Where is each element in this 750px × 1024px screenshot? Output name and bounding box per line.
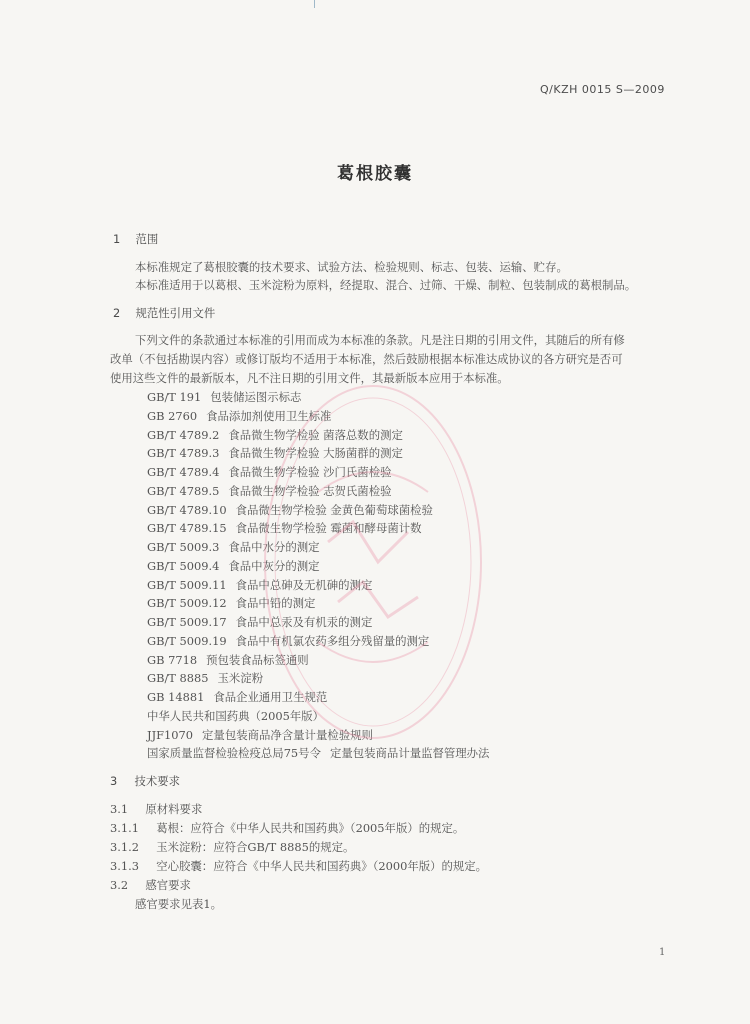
reference-item [147, 390, 301, 405]
references-intro-line-3: 使用这些文件的最新版本，凡不注日期的引用文件，其最新版本应用于本标准。 [110, 371, 509, 385]
clause-3-1-2 [110, 840, 354, 855]
page-number: 1 [659, 947, 666, 958]
reference-code: GB/T 4789.5 [147, 483, 220, 498]
scope-paragraph-1: 本标准规定了葛根胶囊的技术要求、试验方法、检验规则、标志、包装、运输、贮存。 [135, 260, 568, 274]
reference-item [147, 578, 372, 593]
reference-item [147, 615, 372, 630]
reference-code: GB/T 5009.19 [147, 633, 227, 648]
clause-number: 3.2 [110, 878, 129, 892]
reference-code: GB/T 4789.2 [147, 427, 220, 442]
section-1-heading [113, 232, 158, 247]
reference-title: 食品中总汞及有机汞的测定 [235, 615, 373, 629]
clause-3-2-text: 感官要求见表1。 [135, 897, 222, 911]
clause-number: 3.1 [110, 802, 129, 816]
reference-title: 食品中总砷及无机砷的测定 [235, 577, 373, 592]
clause-text: 感官要求 [145, 878, 191, 892]
clause-text: 原材料要求 [145, 802, 203, 816]
reference-code: GB/T 5009.11 [147, 577, 227, 592]
clause-number: 3.1.2 [110, 840, 139, 854]
clause-text: 玉米淀粉：应符合GB/T 8885的规定。 [156, 840, 355, 854]
clause-text: 葛根：应符合《中华人民共和国药典》（2005年版）的规定。 [156, 821, 465, 835]
reference-code: JJF1070 [147, 727, 194, 742]
reference-item [147, 484, 391, 499]
reference-item [147, 446, 403, 461]
clause-number: 3.1.3 [110, 859, 139, 873]
reference-code: GB/T 5009.12 [147, 596, 227, 611]
reference-item [147, 728, 373, 743]
reference-title: 定量包装商品净含量计量检验规则 [202, 727, 373, 742]
clause-3-1-3 [110, 859, 487, 874]
reference-title: 食品微生物学检验 霉菌和酵母菌计数 [235, 521, 422, 536]
section-2-heading [113, 306, 215, 321]
reference-code: GB/T 8885 [147, 671, 209, 686]
reference-code: GB/T 191 [147, 390, 202, 404]
reference-title: 食品微生物学检验 志贺氏菌检验 [228, 483, 392, 498]
reference-item [147, 503, 433, 518]
reference-item [147, 671, 263, 686]
section-number: 2 [113, 306, 121, 320]
reference-title: 食品微生物学检验 金黄色葡萄球菌检验 [235, 502, 433, 517]
reference-title: 食品微生物学检验 大肠菌群的测定 [228, 446, 403, 461]
reference-title: 食品中有机氯农药多组分残留量的测定 [235, 633, 430, 648]
reference-code: GB 14881 [147, 690, 205, 704]
reference-item [147, 559, 320, 574]
references-intro-line-2: 改单（不包括勘误内容）或修订版均不适用于本标准，然后鼓励根据本标准达成协议的各方研究是否可 [110, 352, 623, 366]
section-number: 1 [113, 232, 121, 246]
reference-item [147, 653, 309, 668]
reference-title: 包装储运图示标志 [210, 390, 302, 404]
section-3-heading [110, 774, 180, 789]
reference-title: 食品中水分的测定 [228, 540, 320, 554]
reference-title: 中华人民共和国药典（2005年版） [147, 708, 325, 723]
reference-code: 国家质量监督检验检疫总局75号令 [147, 746, 321, 761]
section-title: 范围 [135, 232, 159, 246]
reference-item [147, 521, 422, 536]
section-title: 规范性引用文件 [135, 306, 216, 320]
clause-3-2 [110, 878, 191, 893]
reference-title: 食品微生物学检验 沙门氏菌检验 [228, 465, 392, 479]
reference-title: 食品添加剂使用卫生标准 [206, 408, 332, 423]
reference-item [147, 746, 489, 761]
references-intro-line-1: 下列文件的条款通过本标准的引用而成为本标准的条款。凡是注日期的引用文件，其随后的所有修 [135, 333, 625, 347]
reference-item [147, 709, 324, 724]
reference-item [147, 409, 331, 424]
reference-code: GB 7718 [147, 652, 198, 667]
reference-code: GB/T 5009.4 [147, 558, 220, 573]
document-title: 葛根胶囊 [337, 164, 413, 184]
reference-title: 定量包装商品计量监督管理办法 [329, 746, 490, 761]
reference-item [147, 428, 403, 443]
reference-item [147, 634, 429, 649]
reference-code: GB/T 4789.15 [147, 521, 227, 536]
reference-code: GB/T 4789.4 [147, 465, 220, 479]
reference-code: GB/T 4789.10 [147, 502, 227, 517]
section-title: 技术要求 [134, 774, 181, 788]
scope-paragraph-2: 本标准适用于以葛根、玉米淀粉为原料，经提取、混合、过筛、干燥、制粒、包装制成的葛根制品。 [135, 278, 637, 292]
reference-title: 食品企业通用卫生规范 [213, 690, 328, 704]
clause-number: 3.1.1 [110, 821, 139, 835]
scan-mark [314, 0, 315, 8]
clause-text: 空心胶囊：应符合《中华人民共和国药典》（2000年版）的规定。 [156, 859, 488, 873]
reference-item [147, 596, 315, 611]
section-number: 3 [110, 774, 118, 788]
document-code: Q/KZH 0015 S—2009 [540, 83, 665, 96]
clause-3-1 [110, 802, 202, 817]
reference-title: 食品中铅的测定 [235, 596, 316, 611]
reference-item [147, 540, 320, 555]
reference-item [147, 465, 391, 480]
clause-3-1-1 [110, 821, 464, 836]
reference-code: GB/T 5009.17 [147, 615, 227, 629]
reference-code: GB/T 4789.3 [147, 446, 220, 461]
reference-title: 玉米淀粉 [217, 671, 264, 686]
reference-title: 食品微生物学检验 菌落总数的测定 [228, 427, 403, 442]
reference-title: 预包装食品标签通则 [206, 652, 309, 667]
reference-code: GB 2760 [147, 408, 198, 423]
reference-code: GB/T 5009.3 [147, 540, 220, 554]
reference-title: 食品中灰分的测定 [228, 558, 320, 573]
reference-item [147, 690, 327, 705]
